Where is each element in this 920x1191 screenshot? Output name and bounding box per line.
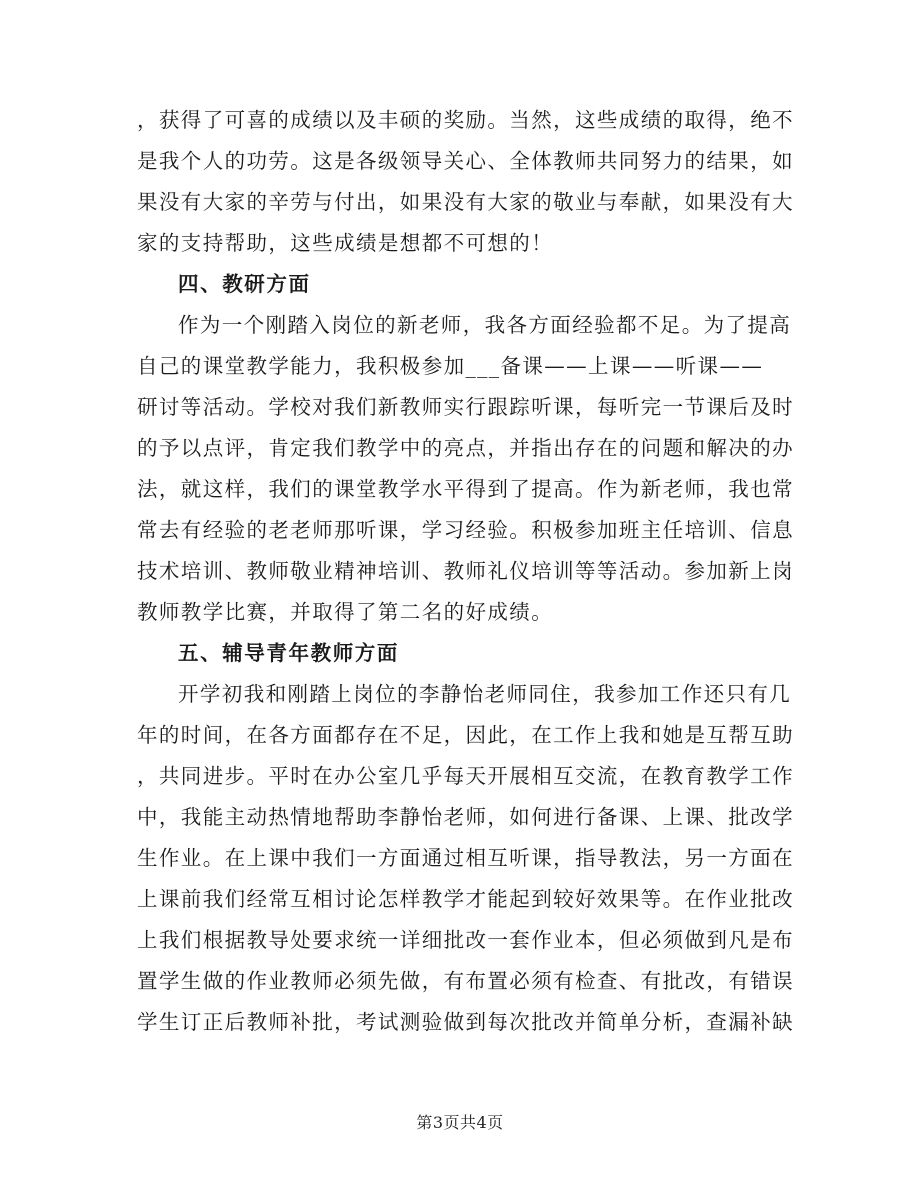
body-text-line: 技术培训、教师敬业精神培训、教师礼仪培训等等活动。参加新上岗 [137,559,794,583]
body-text-line: 生作业。在上课中我们一方面通过相互听课，指导教法，另一方面在 [137,846,794,870]
body-text-line: 果没有大家的辛劳与付出，如果没有大家的敬业与奉献，如果没有大 [137,190,794,214]
body-text-line: 自己的课堂教学能力，我积极参加___备课——上课——听课—— [137,354,764,378]
body-text-line: 上课前我们经常互相讨论怎样教学才能起到较好效果等。在作业批改 [137,887,794,911]
body-text-line: 年的时间，在各方面都存在不足，因此，在工作上我和她是互帮互助 [137,723,794,747]
body-text-line: 法，就这样，我们的课堂教学水平得到了提高。作为新老师，我也常 [137,477,794,501]
body-text-line: 的予以点评，肯定我们教学中的亮点，并指出存在的问题和解决的办 [137,436,794,460]
body-text-line: 作为一个刚踏入岗位的新老师，我各方面经验都不足。为了提高 [178,313,792,337]
section-heading-teaching-research: 四、教研方面 [178,272,311,296]
page-number-footer: 第3页共4页 [416,1113,504,1132]
body-text-line: 是我个人的功劳。这是各级领导关心、全体教师共同努力的结果，如 [137,149,794,173]
body-text-line: 学生订正后教师补批，考试测验做到每次批改并简单分析，查漏补缺 [137,1010,794,1034]
body-text-line: 开学初我和刚踏上岗位的李静怡老师同住，我参加工作还只有几 [178,682,792,706]
body-text-line: 家的支持帮助，这些成绩是想都不可想的！ [137,231,554,255]
body-text-line: 中，我能主动热情地帮助李静怡老师，如何进行备课、上课、批改学 [137,805,794,829]
body-text-line: 上我们根据教导处要求统一详细批改一套作业本，但必须做到凡是布 [137,928,794,952]
body-text-line: 教师教学比赛，并取得了第二名的好成绩。 [137,600,554,624]
body-text-line: 研讨等活动。学校对我们新教师实行跟踪听课，每听完一节课后及时 [137,395,794,419]
body-text-line: 置学生做的作业教师必须先做，有布置必须有检查、有批改，有错误 [137,969,794,993]
body-text-line: ，获得了可喜的成绩以及丰硕的奖励。当然，这些成绩的取得，绝不 [137,108,794,132]
section-heading-mentoring-young-teachers: 五、辅导青年教师方面 [178,641,399,665]
body-text-line: 常去有经验的老老师那听课，学习经验。积极参加班主任培训、信息 [137,518,794,542]
body-text-line: ，共同进步。平时在办公室几乎每天开展相互交流，在教育教学工作 [137,764,794,788]
